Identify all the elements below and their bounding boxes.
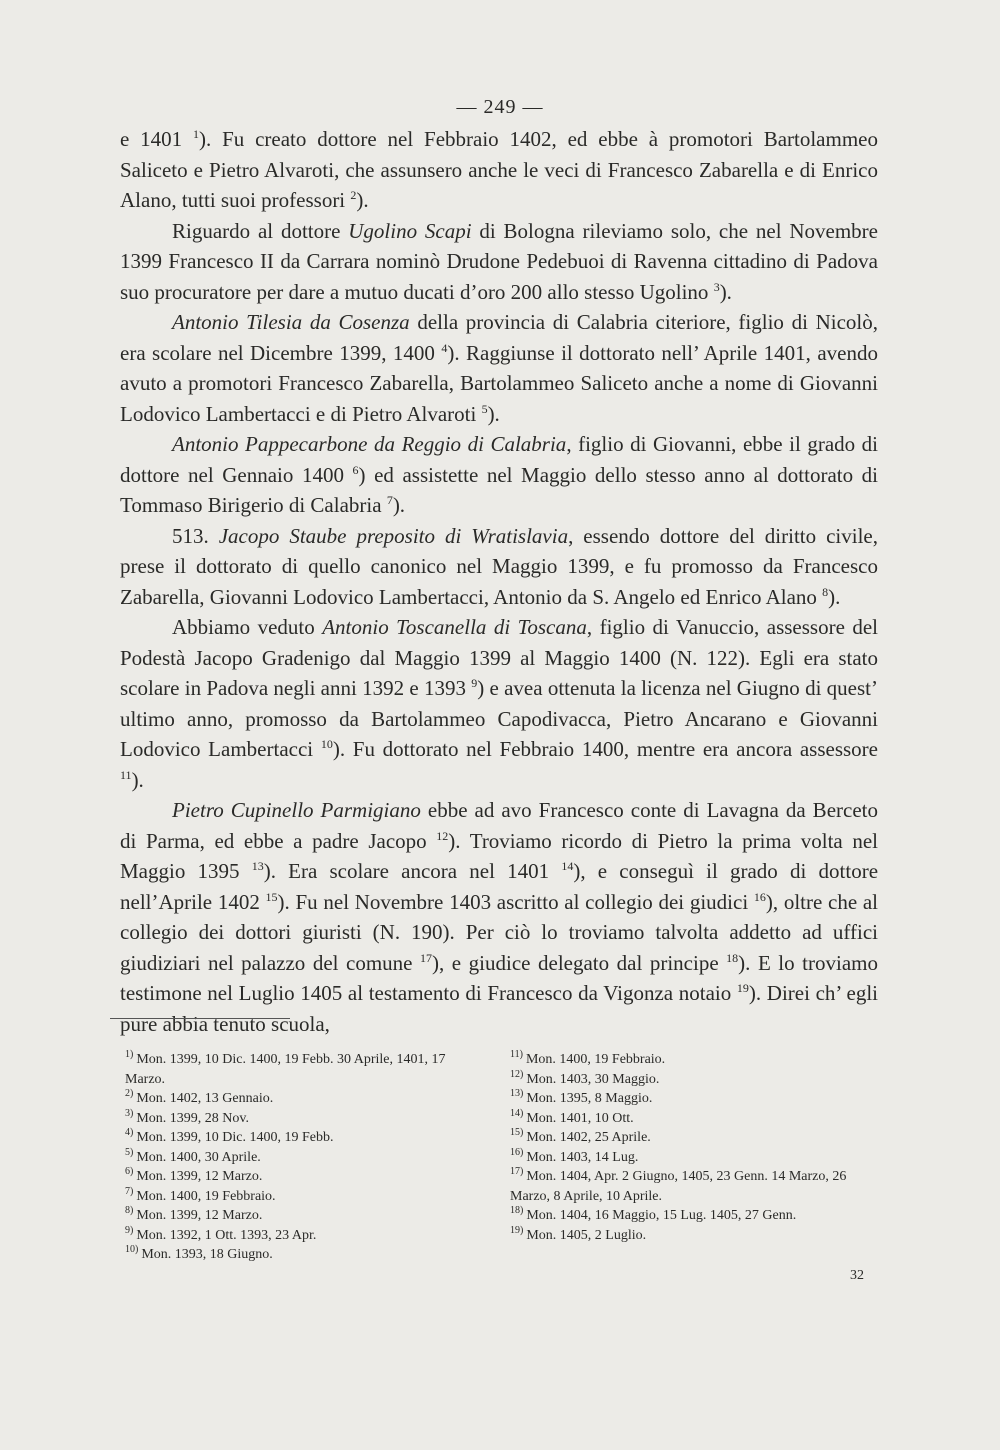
footnote-number: 17) xyxy=(510,1166,524,1178)
footnote xyxy=(510,1148,880,1168)
footnote-number: 6) xyxy=(125,1166,134,1178)
footnote xyxy=(510,1070,880,1090)
footnote-number: 1) xyxy=(125,1049,134,1061)
paragraph: e 1401 $^1$). Fu creato dottore nel Febbraio 1402, ed ebbe à promotori Bartolammeo Saliceto e Pietro Alvaroti, che assunsero anche le veci di Francesco Zabarella e di Enrico Alano, tutti suoi professori $^2$). xyxy=(120,127,878,212)
footnote xyxy=(510,1128,880,1148)
footnote-number: 2) xyxy=(125,1088,134,1100)
footnotes-left-column xyxy=(125,1050,470,1265)
footnote-number: 7) xyxy=(125,1185,134,1197)
footnote xyxy=(125,1206,470,1226)
paragraph: 513. Jacopo Staube preposito di Wratislavia, essendo dottore del diritto civile, prese il dottorato di quello canonico nel Maggio 1399, e fu promosso da Francesco Zabarella, Giovanni Lodovico Lambertacci, Antonio da S. Angelo ed Enrico Alano $^8$). xyxy=(120,523,878,609)
footnote xyxy=(125,1128,470,1148)
footnote xyxy=(510,1109,880,1129)
paragraph: Riguardo al dottore Ugolino Scapi di Bologna rileviamo solo, che nel Novembre 1399 Francesco II da Carrara nominò Drudone Pedebuoi di Ravenna cittadino di Padova suo procuratore per dare a mutuo ducati d’oro 200 allo stesso Ugolino $^3$). xyxy=(120,218,878,304)
footnote-text: Mon. 1402, 13 Gennaio. xyxy=(136,1091,274,1106)
footnote-text: Mon. 1405, 2 Luglio. xyxy=(526,1227,647,1243)
footnote-number: 14) xyxy=(510,1107,524,1119)
footnote-text: Mon. 1399, 12 Marzo. xyxy=(136,1169,263,1184)
footnote-number: 18) xyxy=(510,1205,524,1217)
footnote-number: 15) xyxy=(510,1127,524,1139)
footnote xyxy=(125,1148,470,1168)
footnote xyxy=(510,1089,880,1109)
paragraph: Antonio Pappecarbone da Reggio di Calabria, figlio di Giovanni, ebbe il grado di dottore nel Gennaio 1400 $^6$) ed assistette nel Maggio dello stesso anno al dottorato di Tommaso Birigerio di Calabria $^7$). xyxy=(120,432,879,517)
footnote-number: 16) xyxy=(510,1146,524,1158)
footnote-number: 8) xyxy=(125,1205,134,1217)
footnote-text: Mon. 1395, 8 Maggio. xyxy=(526,1091,653,1106)
footnote-text: Mon. 1400, 19 Febbraio. xyxy=(136,1188,276,1204)
footnote-number: 3) xyxy=(125,1107,134,1119)
footnote-text: Mon. 1399, 28 Nov. xyxy=(136,1110,249,1126)
paragraph: Antonio Tilesia da Cosenza della provincia di Calabria citeriore, figlio di Nicolò, era scolare nel Dicembre 1399, 1400 $^4$). Raggiunse il dottorato nell’ Aprile 1401, avendo avuto a promotori Francesco Zabarella, Bartolammeo Saliceto anche a nome di Giovanni Lodovico Lambertacci e di Pietro Alvaroti $^5$). xyxy=(120,310,878,426)
footnote xyxy=(125,1050,470,1089)
footnote-text: Mon. 1400, 30 Aprile. xyxy=(136,1149,261,1165)
footnote-text: Mon. 1403, 14 Lug. xyxy=(526,1149,639,1165)
page-number: — 249 — xyxy=(456,96,544,118)
footnote-number: 12) xyxy=(510,1068,524,1080)
footnote-text: Mon. 1401, 10 Ott. xyxy=(526,1110,634,1126)
footnote-text: Mon. 1400, 19 Febbraio. xyxy=(525,1052,666,1067)
footnote-divider xyxy=(110,1018,290,1019)
footnote xyxy=(510,1206,880,1226)
footnote-number: 5) xyxy=(125,1146,134,1158)
footnote-number: 10) xyxy=(125,1244,139,1256)
footnote-text: Mon. 1399, 10 Dic. 1400, 19 Febb. 30 Aprile, 1401, 17 Marzo. xyxy=(125,1052,446,1087)
footnote xyxy=(125,1109,470,1129)
footnote-number: 9) xyxy=(125,1224,134,1236)
footnote-text: Mon. 1404, Apr. 2 Giugno, 1405, 23 Genn. 14 Marzo, 26 Marzo, 8 Aprile, 10 Aprile. xyxy=(510,1169,847,1204)
footnote-text: Mon. 1399, 12 Marzo. xyxy=(136,1208,263,1223)
footnote-number: 19) xyxy=(510,1224,524,1236)
main-text xyxy=(120,124,878,1039)
signature-mark: 32 xyxy=(850,1268,864,1283)
footnote-text: Mon. 1402, 25 Aprile. xyxy=(526,1130,651,1145)
paragraph: Pietro Cupinello Parmigiano ebbe ad avo Francesco conte di Lavagna da Berceto di Parma, ed ebbe a padre Jacopo $^{12}$). Troviamo ricordo di Pietro la prima volta nel Maggio 1395 $^{13}$). Era scolare ancora nel 1401 $^{14}$), e conseguì il grado di dottore nell’Aprile 1402 $^{15}$). Fu nel Novembre 1403 ascritto al collegio dei giudici $^{16}$), oltre che al collegio dei dottori giuristi (N. 190). Per ciò lo troviamo talvolta addetto ad uffici giudiziari nel palazzo del comune $^{17}$), e giudice delegato dal principe $^{18}$). E lo troviamo testimone nel Luglio 1405 al testamento di Francesco da Vigonza notaio $^{19}$). Direi ch’ egli pure abbia tenuto scuola, xyxy=(120,798,879,1036)
footnote-number: 13) xyxy=(510,1088,524,1100)
footnote-text: Mon. 1393, 18 Giugno. xyxy=(141,1247,273,1262)
footnote xyxy=(125,1089,470,1109)
footnote-number: 4) xyxy=(125,1127,134,1139)
footnote xyxy=(125,1187,470,1207)
footnote xyxy=(125,1226,470,1246)
footnote xyxy=(510,1167,880,1206)
paragraph: Abbiamo veduto Antonio Toscanella di Toscana, figlio di Vanuccio, assessore del Podestà Jacopo Gradenigo dal Maggio 1399 al Maggio 1400 (N. 122). Egli era stato scolare in Padova negli anni 1392 e 1393 $^9$) e avea ottenuta la licenza nel Giugno di quest’ ultimo anno, promosso da Bartolammeo Capodivacca, Pietro Ancarano e Giovanni Lodovico Lambertacci $^{10}$). Fu dottorato nel Febbraio 1400, mentre era ancora assessore $^{11}$). xyxy=(120,615,879,792)
footnote xyxy=(125,1245,470,1265)
footnote-text: Mon. 1392, 1 Ott. 1393, 23 Apr. xyxy=(136,1227,317,1243)
footnote xyxy=(510,1050,880,1070)
footnote-number: 11) xyxy=(510,1049,523,1061)
footnote xyxy=(510,1226,880,1246)
footnotes-right-column xyxy=(510,1050,880,1245)
footnote xyxy=(125,1167,470,1187)
footnote-text: Mon. 1403, 30 Maggio. xyxy=(526,1071,660,1087)
footnote-text: Mon. 1404, 16 Maggio, 15 Lug. 1405, 27 Genn. xyxy=(526,1208,797,1223)
footnote-text: Mon. 1399, 10 Dic. 1400, 19 Febb. xyxy=(136,1130,334,1145)
